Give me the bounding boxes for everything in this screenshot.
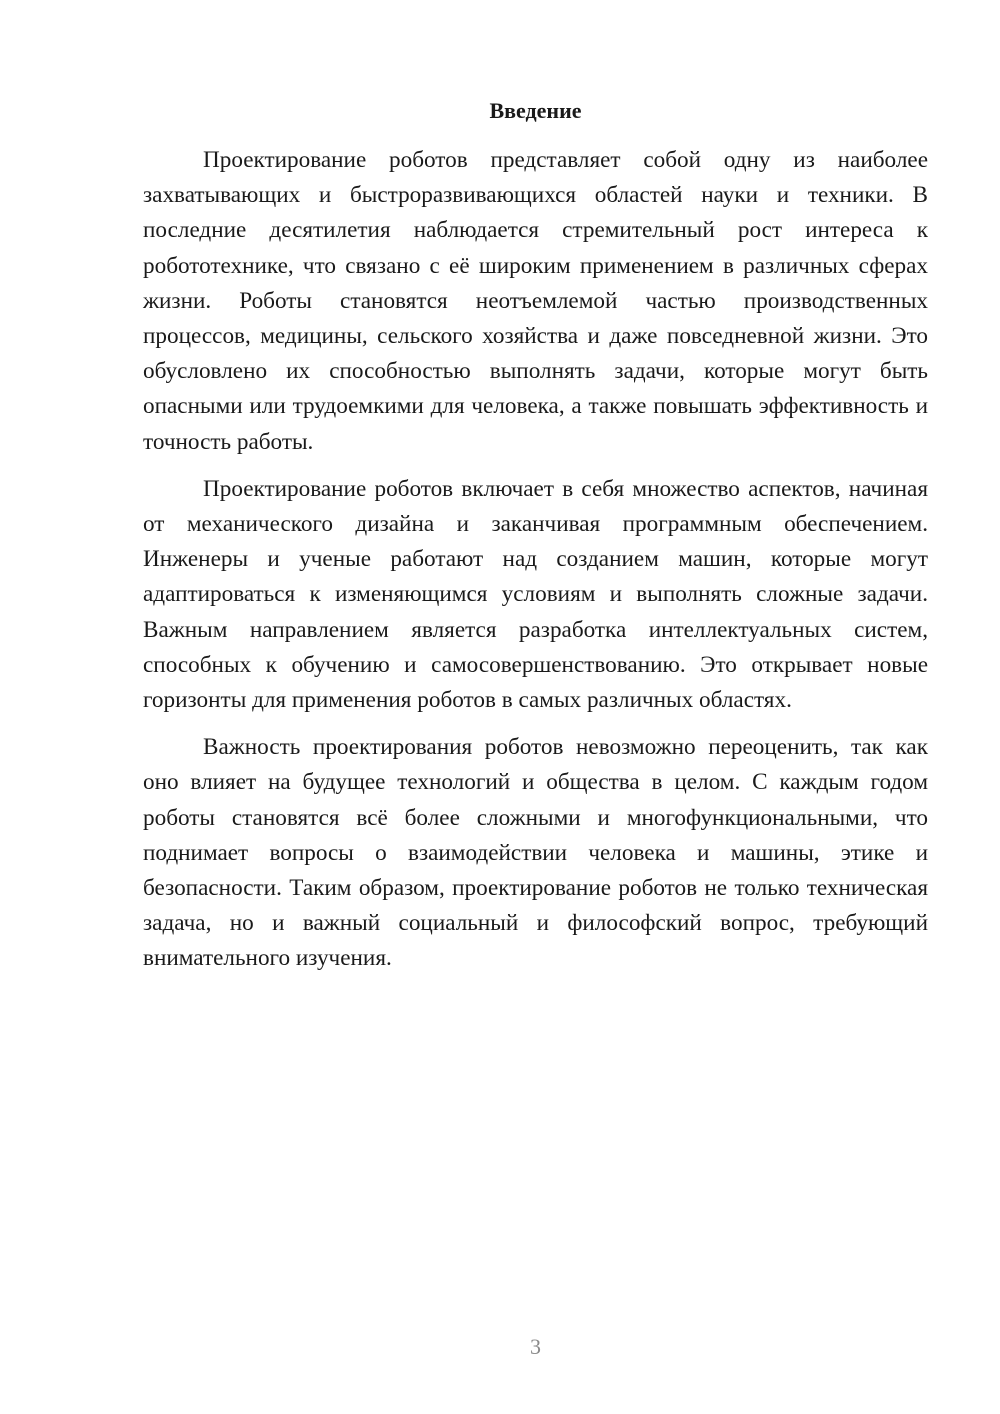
paragraph-1: Проектирование роботов представляет собой одну из наиболее захватывающих и быстроразвивающихся областей науки и техники. В последние десятилетия наблюдается стремительный рост интереса к робототехнике, что связано с её широким применением в различных сферах жизни. Роботы становятся неотъемлемой частью производственных процессов, медицины, сельского хозяйства и даже повседневной жизни. Это обусловлено их способностью выполнять задачи, которые могут быть опасными или трудоемкими для человека, а также повышать эффективность и точность работы.	[143, 147, 928, 455]
body-text	[143, 143, 928, 989]
section-heading: Введение	[489, 98, 582, 123]
paragraph-2: Проектирование роботов включает в себя множество аспектов, начиная от механического дизайна и заканчивая программным обеспечением. Инженеры и ученые работают над созданием машин, которые могут адаптироваться к изменяющимся условиям и выполнять сложные задачи. Важным направлением является разработка интеллектуальных систем, способных к обучению и самосовершенствованию. Это открывает новые горизонты для применения роботов в самых различных областях.	[143, 475, 928, 714]
paragraph-3: Важность проектирования роботов невозможно переоценить, так как оно влияет на будущее технологий и общества в целом. С каждым годом роботы становятся всё более сложными и многофункциональными, что поднимает вопросы о взаимодействии человека и машины, этике и безопасности. Таким образом, проектирование роботов не только техническая задача, но и важный социальный и философский вопрос, требующий внимательного изучения.	[143, 734, 928, 972]
page-number: 3	[530, 1334, 541, 1359]
